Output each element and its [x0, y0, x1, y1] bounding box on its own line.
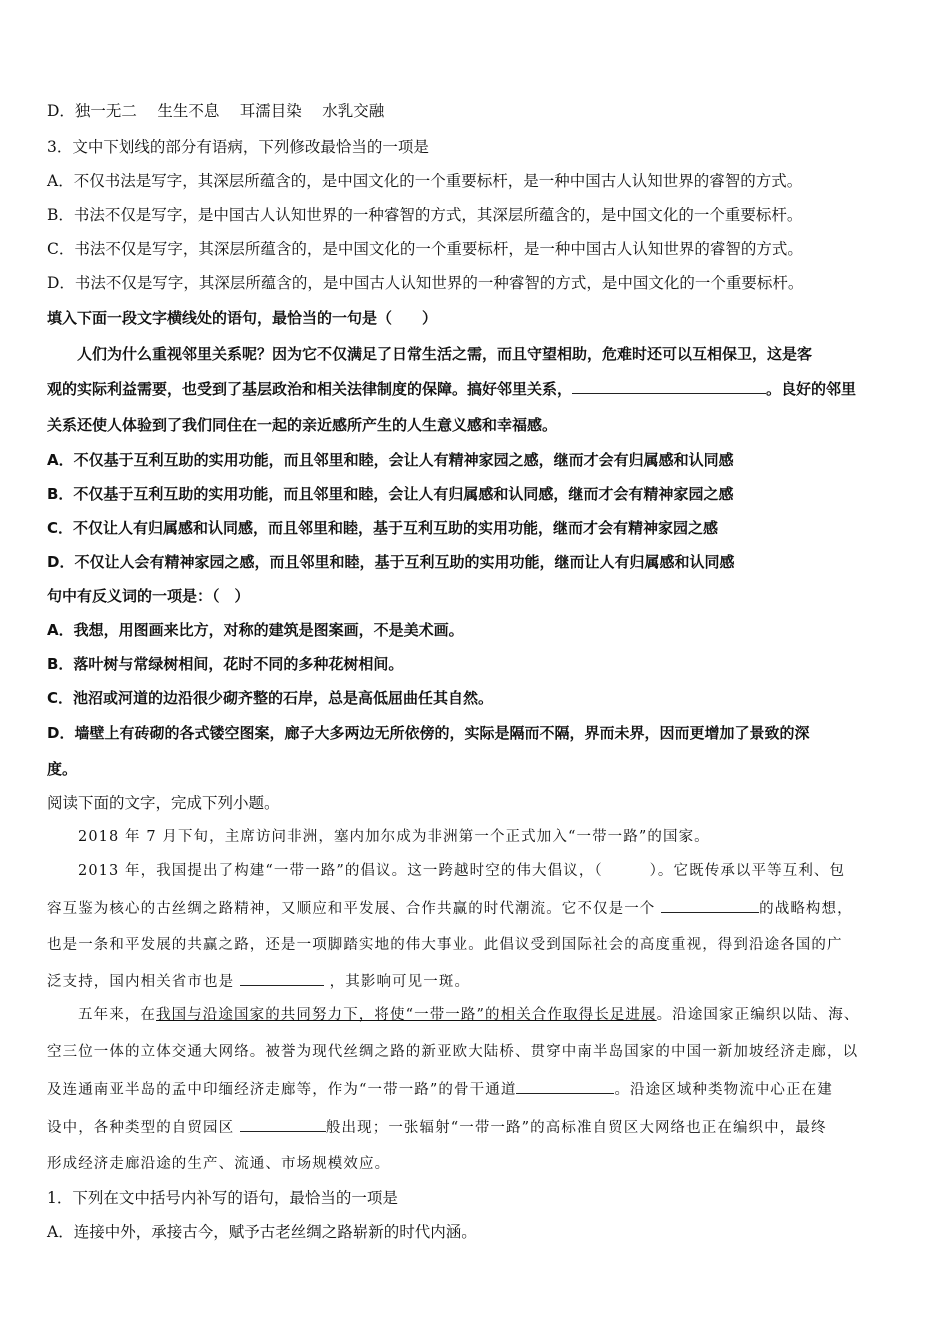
- reading-p2-line-3: 也是一条和平发展的共赢之路，还是一项脚踏实地的伟大事业。此倡议受到国际社会的高度重视，得到沿途各国的广: [47, 937, 843, 953]
- reading-intro: 阅读下面的文字，完成下列小题。: [47, 794, 280, 812]
- q2-option-d: D．独一无二 生生不息 耳濡目染 水乳交融: [47, 102, 385, 120]
- fill-passage-line-2: 观的实际利益需要，也受到了基层政治和相关法律制度的保障。搞好邻里关系， 。良好的邻里: [47, 380, 857, 398]
- q3-option-a: A．不仅书法是写字，其深层所蕴含的，是中国文化的一个重要标杆，是一种中国古人认知世界的睿智的方式。: [47, 172, 803, 190]
- q1-stem: 1．下列在文中括号内补写的语句，最恰当的一项是: [47, 1189, 398, 1207]
- underlined-sentence: 我国与沿途国家的共同努力下，将使“一带一路”的相关合作取得长足进展: [156, 1007, 657, 1023]
- reading-p3-line-4: 设中，各种类型的自贸园区 般出现；一张辐射“一带一路”的高标准自贸区大网络也正在编织中，最终: [47, 1117, 827, 1138]
- fill-option-d: D．不仅让人会有精神家园之感，而且邻里和睦，基于互利互助的实用功能，继而让人有归属感和认同感: [47, 553, 735, 571]
- q3-option-d: D．书法不仅是写字，其深层所蕴含的，是中国古人认知世界的一种睿智的方式，是中国文化的一个重要标杆。: [47, 274, 804, 292]
- antonym-option-b: B．落叶树与常绿树相间，花时不同的多种花树相间。: [47, 655, 404, 673]
- antonym-stem: 句中有反义词的一项是：（ ）: [47, 587, 250, 605]
- fill-option-c: C．不仅让人有归属感和认同感，而且邻里和睦，基于互利互助的实用功能，继而才会有精神家园之感: [47, 519, 719, 537]
- reading-p2-line-2: 容互鉴为核心的古丝绸之路精神，又顺应和平发展、合作共赢的时代潮流。它不仅是一个 的战略构想，: [47, 898, 853, 919]
- fill-option-b: B．不仅基于互利互助的实用功能，而且邻里和睦，会让人有归属感和认同感，继而才会有精神家园之感: [47, 485, 734, 503]
- fill-option-a: A．不仅基于互利互助的实用功能，而且邻里和睦，会让人有精神家园之感，继而才会有归属感和认同感: [47, 451, 734, 469]
- antonym-option-d: D．墙壁上有砖砌的各式镂空图案，廊子大多两边无所依傍的，实际是隔而不隔，界而未界，因而更增加了景致的深: [47, 724, 810, 742]
- q1-option-a: A．连接中外，承接古今，赋予古老丝绸之路崭新的时代内涵。: [47, 1223, 477, 1241]
- q3-option-b: B．书法不仅是写字，是中国古人认知世界的一种睿智的方式，其深层所蕴含的，是中国文化的一个重要标杆。: [47, 206, 803, 224]
- trade-zone-blank: [240, 1117, 326, 1132]
- fill-passage-line-1: 人们为什么重视邻里关系呢？因为它不仅满足了日常生活之需，而且守望相助，危难时还可以互相保卫，这是客: [77, 345, 813, 363]
- fill-stem: 填入下面一段文字横线处的语句，最恰当的一句是（ ）: [47, 309, 438, 327]
- antonym-option-d-cont: 度。: [47, 760, 78, 778]
- reading-p3-line-5: 形成经济走廊沿途的生产、流通、市场规模效应。: [47, 1156, 391, 1172]
- reading-p3-line-2: 空三位一体的立体交通大网络。被誉为现代丝绸之路的新亚欧大陆桥、贯穿中南半岛国家的中国一新加坡经济走廊，以: [47, 1044, 859, 1060]
- fill-passage-line-3: 关系还使人体验到了我们同住在一起的亲近感所产生的人生意义感和幸福感。: [47, 416, 558, 434]
- q3-option-c: C．书法不仅是写字，其深层所蕴含的，是中国文化的一个重要标杆，是一种中国古人认知世界的睿智的方式。: [47, 240, 803, 258]
- strategy-blank: [661, 898, 759, 913]
- corridor-blank: [516, 1079, 614, 1094]
- provinces-blank: [240, 971, 324, 986]
- antonym-option-a: A．我想，用图画来比方，对称的建筑是图案画，不是美术画。: [47, 621, 464, 639]
- fill-blank: [572, 379, 766, 394]
- reading-p3-line-1: 五年来，在我国与沿途国家的共同努力下，将使“一带一路”的相关合作取得长足进展。沿途国家正编织以陆、海、: [78, 1007, 860, 1023]
- reading-p1: 2018 年 7 月下旬，主席访问非洲，塞内加尔成为非洲第一个正式加入“一带一路”的国家。: [78, 829, 710, 845]
- q3-stem: 3．文中下划线的部分有语病，下列修改最恰当的一项是: [47, 138, 429, 156]
- reading-p2-line-4: 泛支持，国内相关省市也是 ，其影响可见一斑。: [47, 971, 470, 992]
- reading-p2-line-1: 2013 年，我国提出了构建“一带一路”的倡议。这一跨越时空的伟大倡议，（ ）。它既传承以平等互利、包: [78, 863, 846, 879]
- reading-p3-line-3: 及连通南亚半岛的孟中印缅经济走廊等，作为“一带一路”的骨干通道 。沿途区域种类物流中心正在建: [47, 1079, 833, 1100]
- antonym-option-c: C．池沼或河道的边沿很少砌齐整的石岸，总是高低屈曲任其自然。: [47, 689, 494, 707]
